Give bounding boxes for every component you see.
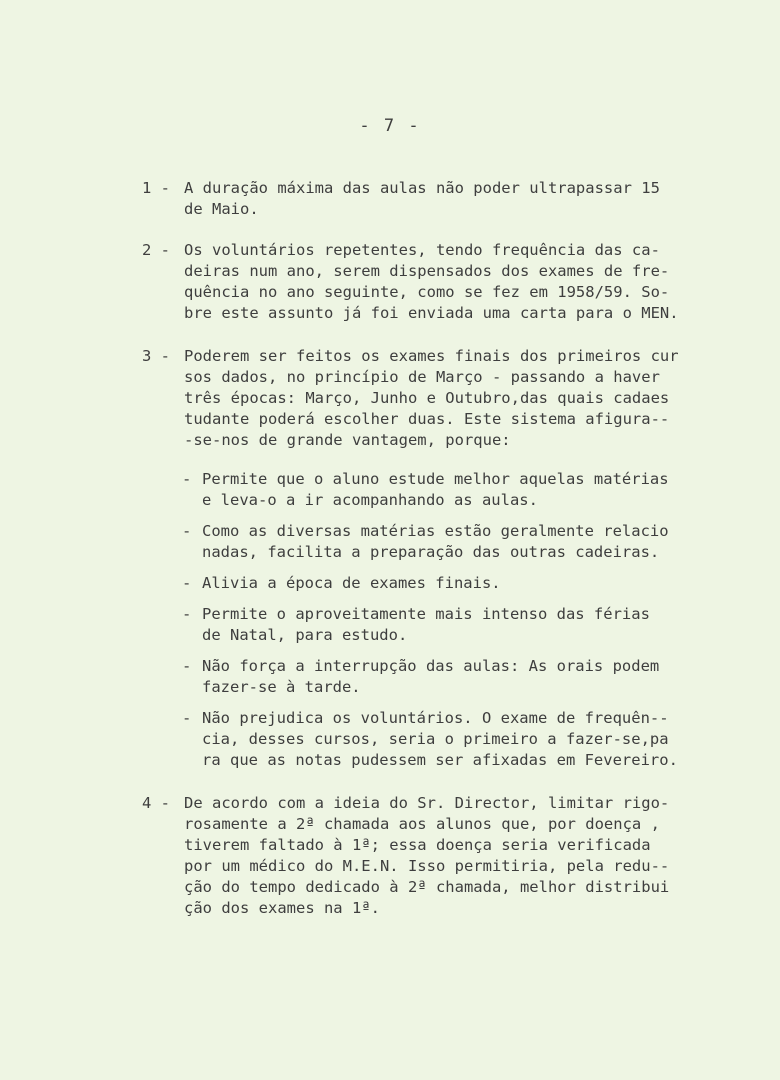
list-item [182,708,712,771]
list-item [182,521,712,563]
list-item-text: Não força a interrupção das aulas: As orais podem fazer-se à tarde. [202,657,660,696]
list-item [182,604,712,646]
bullet-dash: - [182,709,192,727]
list-item-text: Como as diversas matérias estão geralmente relacio nadas, facilita a preparação das outras cadeiras. [202,522,669,561]
list-item-text: Alivia a época de exames finais. [202,574,501,592]
item-number: 3 - [142,347,170,365]
list-item-text: Permite o aproveitamente mais intenso das férias de Natal, para estudo. [202,605,650,644]
advantages-list [182,469,712,781]
list-item [182,573,712,594]
item-number: 2 - [142,241,170,259]
list-item [182,469,712,511]
bullet-dash: - [182,657,192,675]
item-text: Os voluntários repetentes, tendo frequência das ca- deiras num ano, serem dispensados dos exames de fre- quência no ano seguinte, como se fez em 1958/59. So- bre este assunto já foi enviada uma carta para o MEN. [184,241,679,322]
bullet-dash: - [182,522,192,540]
bullet-dash: - [182,470,192,488]
page-number: - 7 - [359,116,421,136]
list-item-text: Não prejudica os voluntários. O exame de frequên-- cia, desses cursos, seria o primeiro a fazer-se,pa ra que as notas pudessem ser afixadas em Fevereiro. [202,709,678,769]
item-text: Poderem ser feitos os exames finais dos primeiros cur sos dados, no princípio de Março - passando a haver três épocas: Março, Junho e Outubro,das quais cadaes tudante poderá escolher duas. Este sistema afigura-- -se-nos de grande vantagem, porque: [184,347,679,449]
bullet-dash: - [182,605,192,623]
item-text: De acordo com a ideia do Sr. Director, limitar rigo- rosamente a 2ª chamada aos alunos que, por doença , tiverem faltado à 1ª; essa doença seria verificada por um médico do M.E.N. Isso permitiria, pela redu-- ção do tempo dedicado à 2ª chamada, melhor distribui ção dos exames na 1ª. [184,794,670,917]
item-number: 1 - [142,179,170,197]
item-text: A duração máxima das aulas não poder ultrapassar 15 de Maio. [184,179,660,218]
list-item-text: Permite que o aluno estude melhor aquelas matérias e leva-o a ir acompanhando as aulas. [202,470,669,509]
bullet-dash: - [182,574,192,592]
item-number: 4 - [142,794,170,812]
list-item [182,656,712,698]
